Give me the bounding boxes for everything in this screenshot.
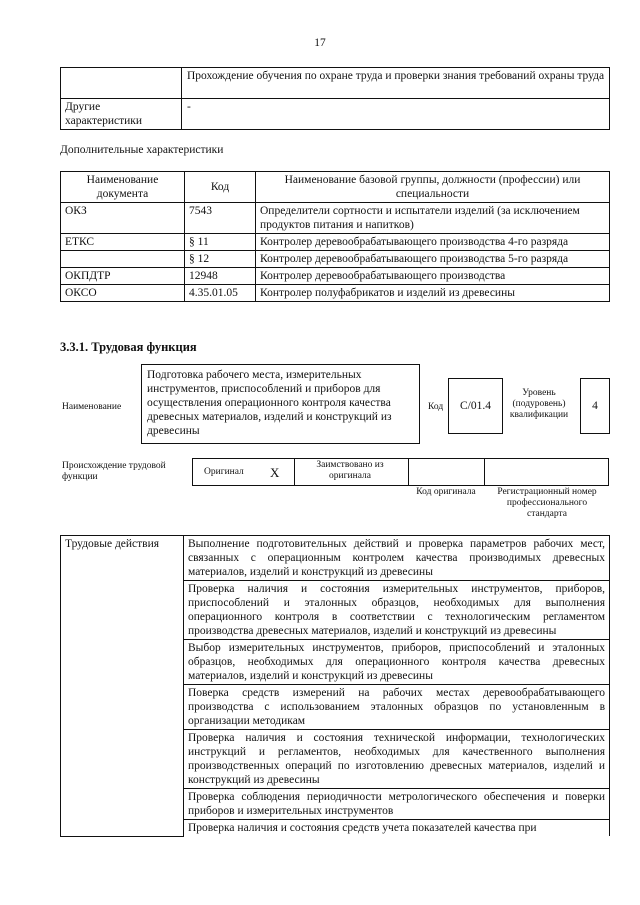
code-original-label: Код оригинала (416, 487, 476, 497)
table-row (61, 234, 610, 251)
function-code: C/01.4 (460, 400, 491, 412)
action-item: Проверка наличия и состояния технической информации, технологических инструкций и регламентов, необходимых для качественного выполнения производственных операций по изготовлению древесных материалов, изделий и конструкций из древесины (184, 730, 610, 789)
code-box (448, 378, 503, 434)
top-table-label: Другие характеристики (61, 99, 182, 130)
top-table-label (61, 68, 182, 99)
additional-heading: Дополнительные характеристики (60, 144, 224, 156)
cell-name: Контролер полуфабрикатов и изделий из древесины (256, 285, 610, 302)
top-table (60, 67, 610, 130)
table-row (61, 268, 610, 285)
level-label: Уровень (подуровень) квалификации (509, 388, 569, 420)
cell-doc: ОКЗ (61, 203, 185, 234)
action-item: Проверка наличия и состояния средств учета показателей качества при (184, 820, 610, 837)
cell-code: 7543 (185, 203, 256, 234)
table-row (61, 536, 610, 581)
action-item: Поверка средств измерений на рабочих местах деревообрабатывающего производства с использованием эталонных образцов по установленным в организации методикам (184, 685, 610, 730)
cell-name: Определители сортности и испытатели изделий (за исключением продуктов питания и напитков) (256, 203, 610, 234)
function-heading: 3.3.1. Трудовая функция (60, 340, 197, 354)
table-row (61, 285, 610, 302)
function-level: 4 (592, 400, 598, 412)
cell-doc: ЕТКС (61, 234, 185, 251)
top-table-value: Прохождение обучения по охране труда и проверки знания требований охраны труда (182, 68, 610, 99)
table-row (61, 68, 610, 99)
cell-code: § 11 (185, 234, 256, 251)
cell-name: Контролер деревообрабатывающего производства 4-го разряда (256, 234, 610, 251)
additional-table (60, 171, 610, 302)
cell-name: Контролер деревообрабатывающего производства (256, 268, 610, 285)
table-row (61, 172, 610, 203)
reg-number-label: Регистрационный номер профессионального стандарта (497, 487, 597, 519)
origin-label: Происхождение трудовой функции (62, 461, 166, 482)
cell-doc: ОКПДТР (61, 268, 185, 285)
cell-code: 12948 (185, 268, 256, 285)
actions-table (60, 535, 610, 837)
function-name-box (141, 364, 420, 444)
name-label: Наименование (62, 402, 122, 412)
borrowed-label: Заимствовано из оригинала (316, 460, 384, 481)
action-item: Проверка соблюдения периодичности метрологического обеспечения и поверки приборов и измерительных инструментов (184, 789, 610, 820)
cell-doc (61, 251, 185, 268)
function-name: Подготовка рабочего места, измерительных инструментов, приспособлений и приборов для осуществления операционного контроля качества древесных материалов, изделий и конструкций из древесины (147, 369, 392, 437)
origin-divider (408, 458, 409, 486)
header-code: Код (185, 172, 256, 203)
cell-code: 4.35.01.05 (185, 285, 256, 302)
table-row (61, 99, 610, 130)
header-name: Наименование базовой группы, должности (профессии) или специальности (256, 172, 610, 203)
cell-code: § 12 (185, 251, 256, 268)
origin-divider (484, 458, 485, 486)
action-item: Выполнение подготовительных действий и проверка параметров рабочих мест, связанных с операционным контролем качества производимых древесных материалов, изделий и конструкций из древесины (184, 536, 610, 581)
header-doc: Наименование документа (61, 172, 185, 203)
origin-divider (294, 458, 295, 486)
table-row (61, 203, 610, 234)
table-row (61, 251, 610, 268)
level-box (580, 378, 610, 434)
original-mark: X (270, 465, 280, 480)
page-number: 17 (314, 37, 326, 49)
code-label: Код (428, 402, 444, 412)
cell-name: Контролер деревообрабатывающего производства 5-го разряда (256, 251, 610, 268)
cell-doc: ОКСО (61, 285, 185, 302)
actions-label: Трудовые действия (61, 536, 184, 837)
original-label: Оригинал (204, 467, 244, 477)
top-table-value: - (182, 99, 610, 130)
action-item: Проверка наличия и состояния измерительных инструментов, приборов, приспособлений и эталонных образцов, необходимых для выполнения операционного контроля в соответствии с технологическим регламентом производства древесных материалов, изделий и конструкций из древесины (184, 581, 610, 640)
action-item: Выбор измерительных инструментов, приборов, приспособлений и эталонных образцов, необходимых для операционного контроля качества древесных материалов, изделий и конструкций из древесины (184, 640, 610, 685)
